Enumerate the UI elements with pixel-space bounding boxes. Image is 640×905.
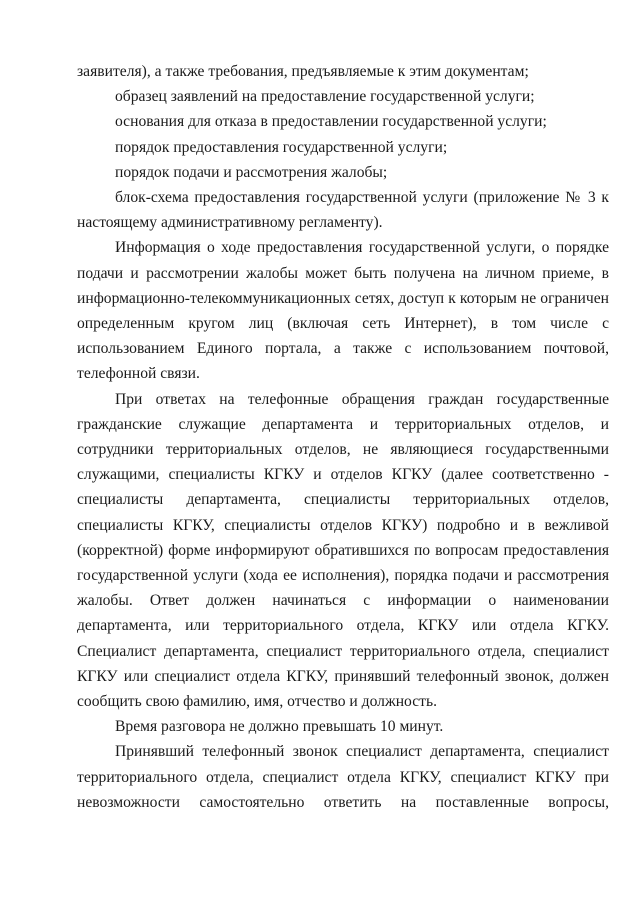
paragraph-information-channels: Информация о ходе предоставления государственной услуги, о порядке подачи и рассмотрении жалобы может быть получена на личном приеме, в информационно-телекоммуникационных сетях, доступ к которым не ограничен определенным кругом лиц (включая сеть Интернет), в том числе с использованием Единого портала, а также с использованием почтовой, телефонной связи. bbox=[77, 239, 609, 383]
document-page bbox=[77, 59, 609, 815]
list-item-flowchart: блок-схема предоставления государственной услуги (приложение № 3 к настоящему административному регламенту). bbox=[77, 189, 609, 232]
list-item-service-procedure: порядок предоставления государственной услуги; bbox=[115, 138, 448, 156]
paragraph-call-transfer: Принявший телефонный звонок специалист департамента, специалист территориального отдела, специалист отдела КГКУ, специалист КГКУ при невозможности самостоятельно ответить на поставленные вопросы, bbox=[77, 743, 609, 811]
paragraph-call-duration: Время разговора не должно превышать 10 минут. bbox=[115, 718, 444, 736]
paragraph-continuation: заявителя), а также требования, предъявляемые к этим документам; bbox=[77, 63, 529, 80]
list-item-sample-applications: образец заявлений на предоставление государственной услуги; bbox=[115, 88, 535, 106]
paragraph-phone-answers: При ответах на телефонные обращения граждан государственные гражданские служащие департамента и территориальных отделов, и сотрудники территориальных отделов, не являющиеся государственными служащими, специалисты КГКУ и отделов КГКУ (далее соответственно - специалисты департамента, специалисты территориальных отделов, специалисты КГКУ, специалисты отделов КГКУ) подробно и в вежливой (корректной) форме информируют обратившихся по вопросам предоставления государственной услуги (хода ее исполнения), порядка подачи и рассмотрения жалобы. Ответ должен начинаться с информации о наименовании департамента, или территориального отдела, КГКУ или отдела КГКУ. Специалист департамента, специалист территориального отдела, специалист КГКУ или специалист отдела КГКУ, принявший телефонный звонок, должен сообщить свою фамилию, имя, отчество и должность. bbox=[77, 390, 609, 711]
list-item-refusal-grounds: основания для отказа в предоставлении государственной услуги; bbox=[115, 113, 547, 131]
list-item-complaint-procedure: порядок подачи и рассмотрения жалобы; bbox=[115, 163, 388, 181]
